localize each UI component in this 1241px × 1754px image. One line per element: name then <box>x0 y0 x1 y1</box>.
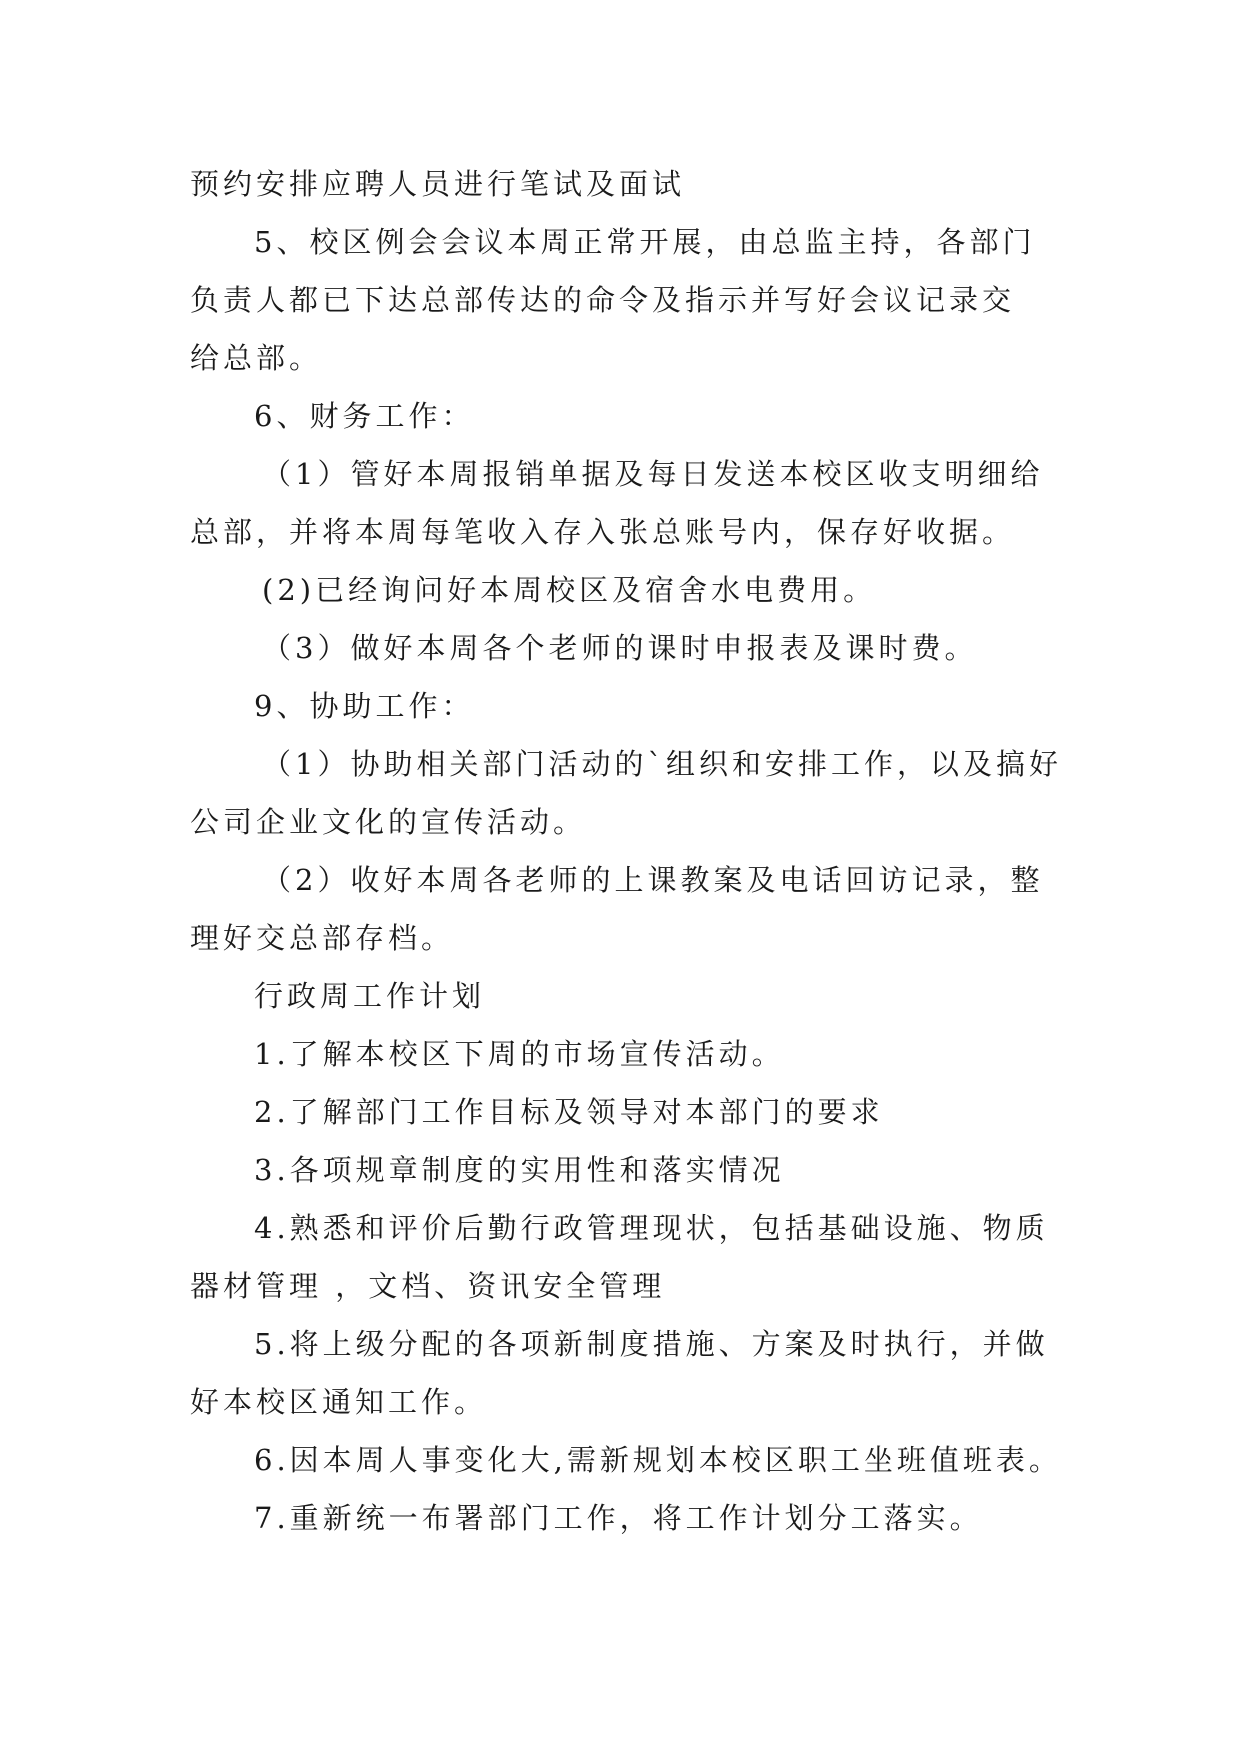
text-line: 1.了解本校区下周的市场宣传活动。 <box>254 1037 785 1071</box>
section-heading: 行政周工作计划 <box>254 979 486 1013</box>
text-line: （3）做好本周各个老师的课时申报表及课时费。 <box>262 631 978 665</box>
text-line: 公司企业文化的宣传活动。 <box>190 805 587 839</box>
text-line: 2.了解部门工作目标及领导对本部门的要求 <box>254 1095 884 1129</box>
text-line: 总部，并将本周每笔收入存入张总账号内，保存好收据。 <box>190 515 1016 549</box>
text-line: 好本校区通知工作。 <box>190 1385 488 1419</box>
text-line: 6.因本周人事变化大,需新规划本校区职工坐班值班表。 <box>254 1443 1062 1477</box>
text-line: 理好交总部存档。 <box>190 921 455 955</box>
text-line: 器材管理 ，文档、资讯安全管理 <box>190 1269 666 1303</box>
text-line: (2)已经询问好本周校区及宿舍水电费用。 <box>262 573 877 607</box>
text-line: （1）管好本周报销单据及每日发送本校区收支明细给 <box>262 457 1044 491</box>
text-line: 预约安排应聘人员进行笔试及面试 <box>190 167 686 201</box>
document-body <box>190 155 1060 1547</box>
text-line: 4.熟悉和评价后勤行政管理现状，包括基础设施、物质 <box>254 1211 1049 1245</box>
section-heading: 6、财务工作： <box>254 399 475 433</box>
section-heading: 9、协助工作： <box>254 689 475 723</box>
text-line: 5.将上级分配的各项新制度措施、方案及时执行，并做 <box>254 1327 1049 1361</box>
text-line: （1）协助相关部门活动的`组织和安排工作，以及搞好 <box>262 747 1062 781</box>
text-line: 5、校区例会会议本周正常开展，由总监主持，各部门 <box>254 225 1036 259</box>
text-line: 7.重新统一布署部门工作，将工作计划分工落实。 <box>254 1501 983 1535</box>
text-line: 给总部。 <box>190 341 323 375</box>
text-line: 负责人都已下达总部传达的命令及指示并写好会议记录交 <box>190 283 1016 317</box>
text-line: （2）收好本周各老师的上课教案及电话回访记录，整 <box>262 863 1044 897</box>
text-line: 3.各项规章制度的实用性和落实情况 <box>254 1153 785 1187</box>
